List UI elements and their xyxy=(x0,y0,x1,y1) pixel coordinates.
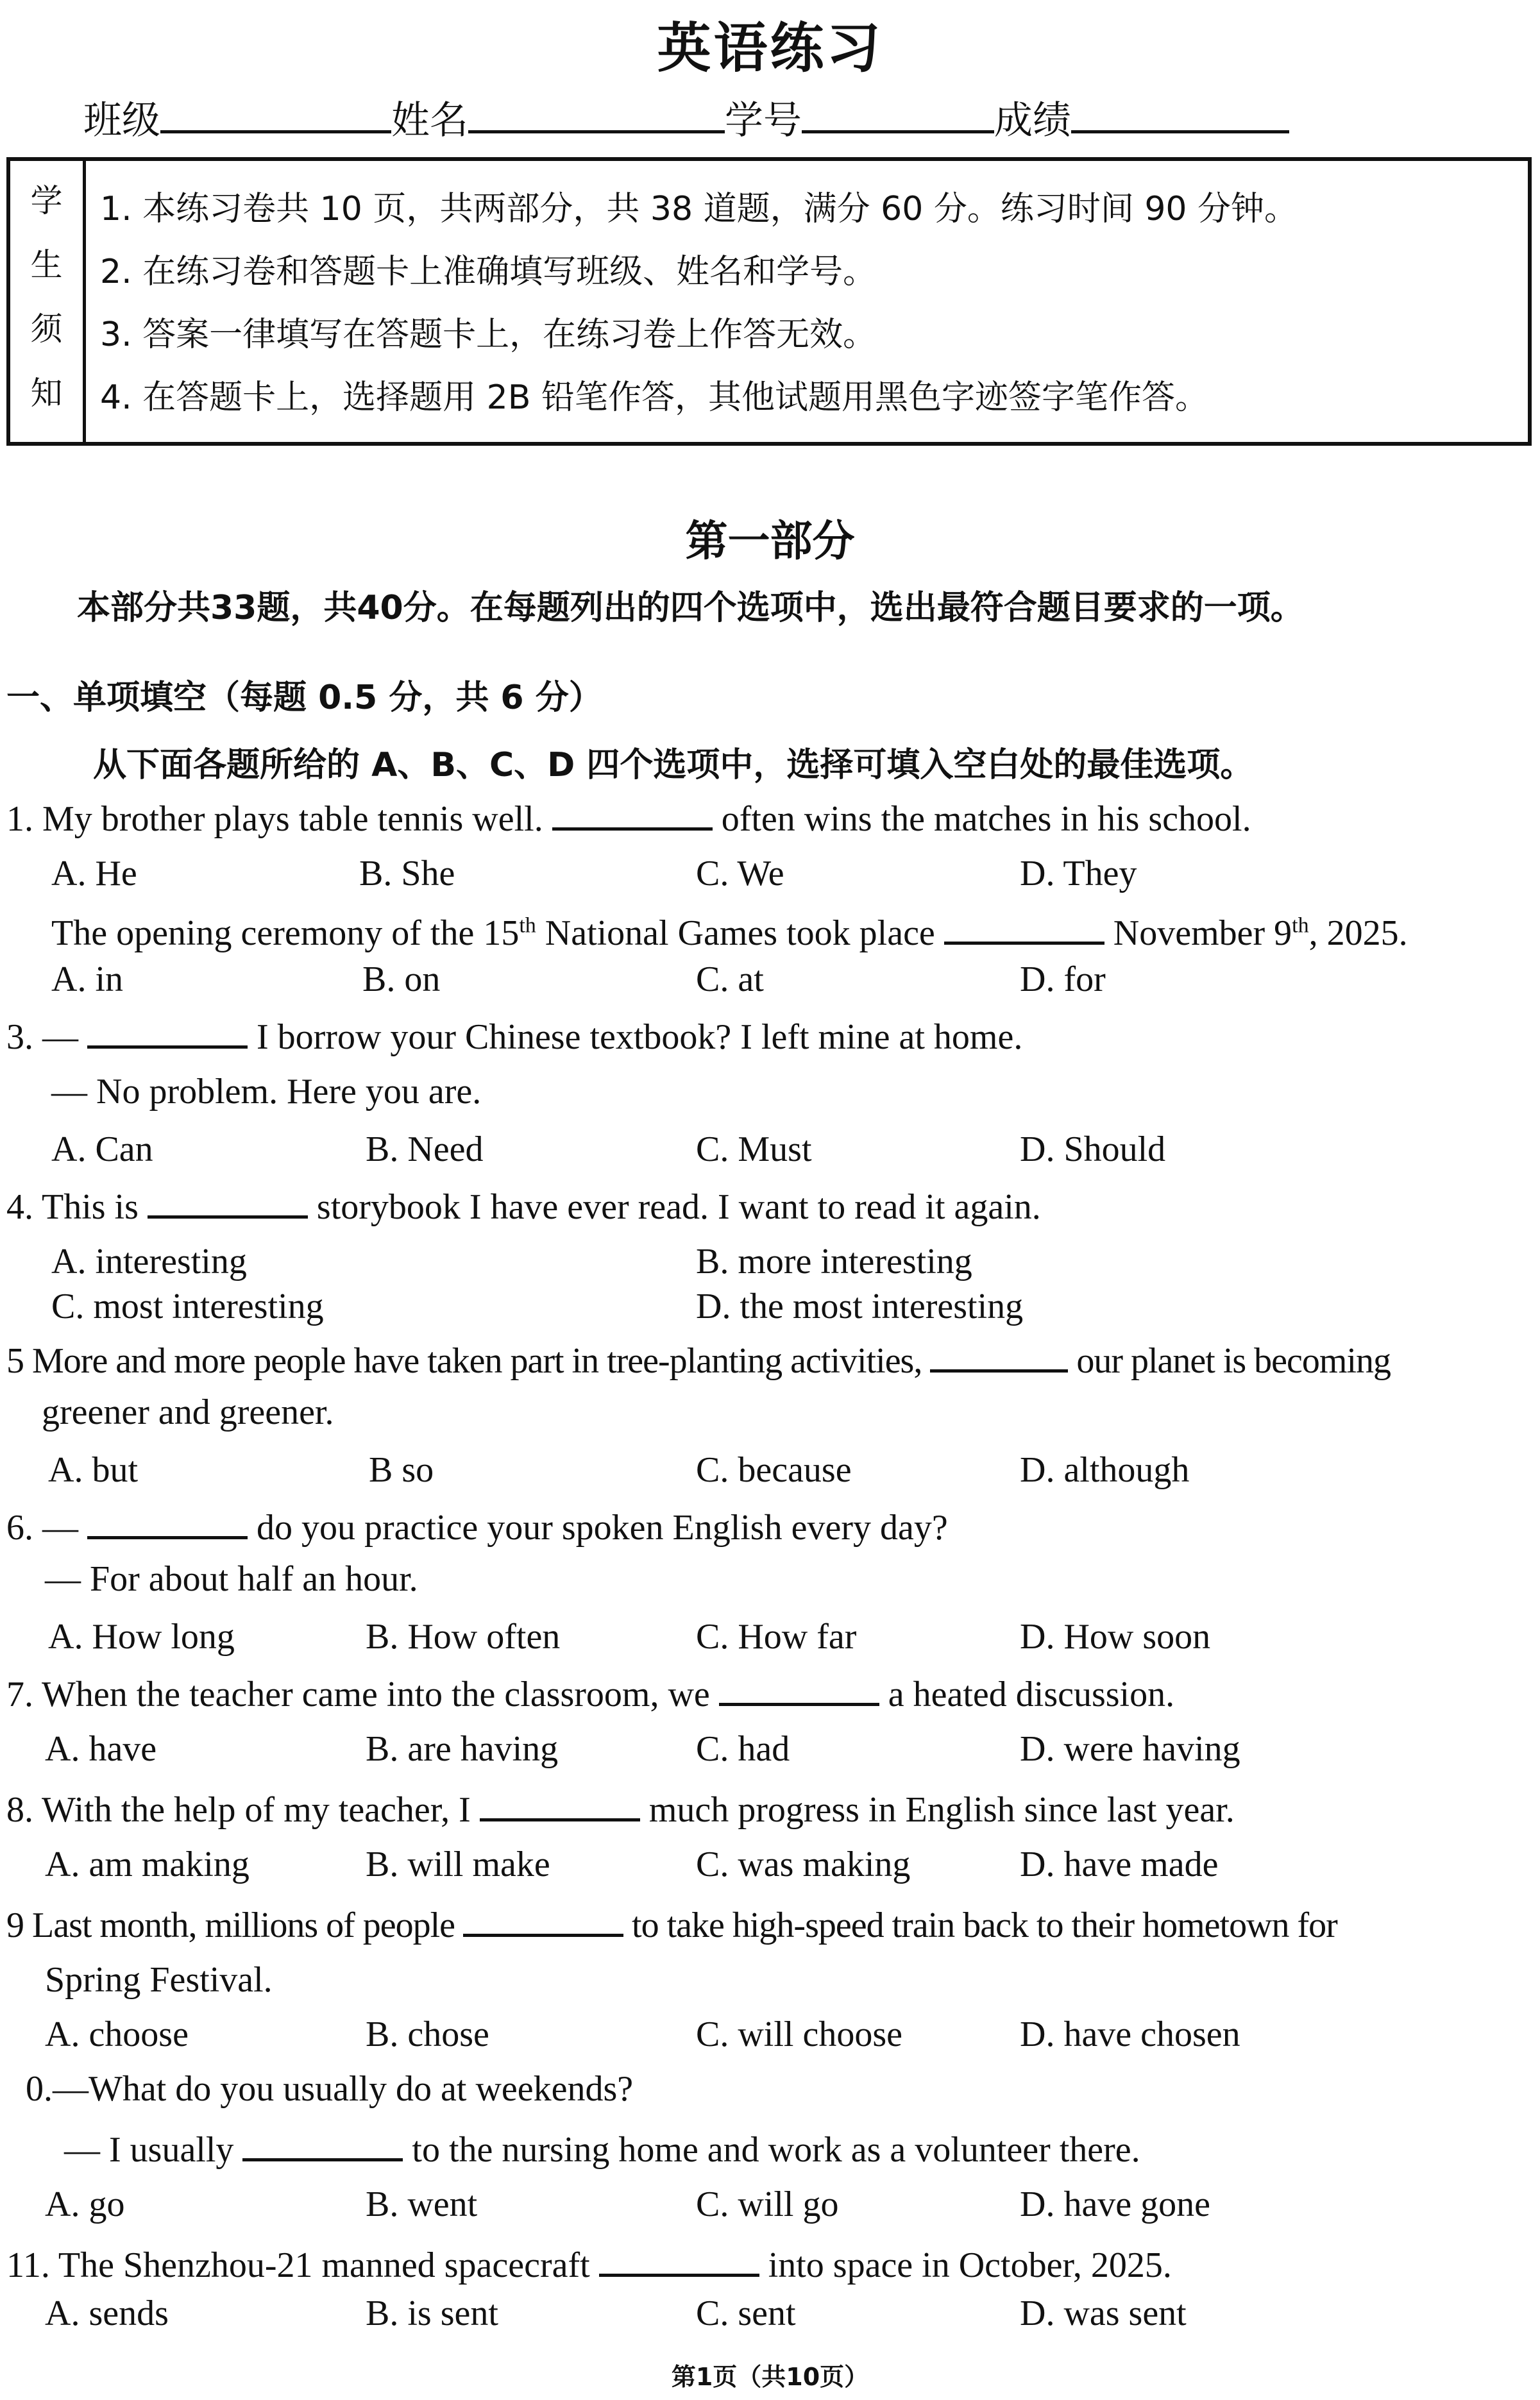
question-number: 8. xyxy=(6,1790,33,1830)
question-number: 7. xyxy=(6,1675,33,1714)
notice-heading-char: 学 xyxy=(30,182,63,219)
notice-item: 4. 在答题卡上，选择题用 2B 铅笔作答，其他试题用黑色字迹签字笔作答。 xyxy=(100,378,1208,417)
question-text: to the nursing home and work as a volunteer there. xyxy=(403,2130,1140,2170)
option-d: D. have made xyxy=(1020,1845,1219,1884)
student-id-field[interactable] xyxy=(802,92,994,133)
student-info-row xyxy=(83,90,1289,145)
answer-blank xyxy=(87,1013,248,1049)
question-9 xyxy=(6,1902,1337,1946)
option-c: C. at xyxy=(696,959,764,999)
question-text: The Shenzhou-21 manned spacecraft xyxy=(58,2245,599,2285)
question-text: With the help of my teacher, I xyxy=(42,1790,480,1830)
question-text: — xyxy=(42,1017,87,1057)
question-text: This is xyxy=(42,1187,148,1227)
question-text: Last month, millions of people xyxy=(32,1906,464,1945)
question-number: 4. xyxy=(6,1187,33,1227)
part-description: 本部分共33题，共40分。在每题列出的四个选项中，选出最符合题目要求的一项。 xyxy=(77,589,1304,627)
question-text: The opening ceremony of the 15 xyxy=(51,913,520,953)
option-d: D. have gone xyxy=(1020,2185,1211,2224)
dialogue-reply: — No problem. Here you are. xyxy=(51,1072,482,1111)
option-a: A. interesting xyxy=(51,1242,247,1281)
question-text: — xyxy=(42,1508,87,1548)
question-text: into space in October, 2025. xyxy=(759,2245,1172,2285)
question-continuation: Spring Festival. xyxy=(45,1960,273,2000)
option-b: B so xyxy=(369,1450,434,1490)
question-text: storybook I have ever read. I want to read it again. xyxy=(307,1187,1041,1227)
page-number: 第1页（共10页） xyxy=(671,2363,869,2391)
answer-blank xyxy=(480,1786,640,1821)
option-a: A. am making xyxy=(45,1845,250,1884)
question-7 xyxy=(6,1671,1174,1715)
option-d: D. have chosen xyxy=(1020,2015,1240,2054)
answer-blank xyxy=(242,2126,403,2161)
option-a: A. Can xyxy=(51,1129,153,1169)
question-text: often wins the matches in his school. xyxy=(712,799,1251,839)
question-text: My brother plays table tennis well. xyxy=(42,799,552,839)
question-text: to take high-speed train back to their hometown for xyxy=(623,1906,1337,1945)
name-field[interactable] xyxy=(468,92,725,133)
option-b: B. are having xyxy=(366,1729,559,1769)
question-5 xyxy=(6,1337,1391,1382)
option-a: A. He xyxy=(51,854,137,893)
score-label: 成绩 xyxy=(994,98,1071,143)
option-b: B. more interesting xyxy=(696,1242,972,1281)
question-text: a heated discussion. xyxy=(879,1675,1175,1714)
notice-item: 2. 在练习卷和答题卡上准确填写班级、姓名和学号。 xyxy=(100,253,877,291)
dialogue-reply: — For about half an hour. xyxy=(45,1559,418,1599)
option-d: D. were having xyxy=(1020,1729,1240,1769)
question-number: 9 xyxy=(6,1906,24,1945)
question-text: More and more people have taken part in tree-planting activities, xyxy=(32,1341,931,1381)
notice-heading-char: 知 xyxy=(30,375,63,412)
option-b: B. She xyxy=(359,854,455,893)
question-text: our planet is becoming xyxy=(1068,1341,1391,1381)
question-10 xyxy=(26,2068,633,2109)
option-a: A. have xyxy=(45,1729,157,1769)
question-4 xyxy=(6,1183,1041,1228)
question-text: —What do you usually do at weekends? xyxy=(53,2069,634,2109)
option-c: C. sent xyxy=(696,2294,796,2333)
question-number: 1. xyxy=(6,799,33,839)
class-label: 班级 xyxy=(83,98,160,143)
option-d: D. Should xyxy=(1020,1129,1166,1169)
question-number: 6. xyxy=(6,1508,33,1548)
option-a: A. go xyxy=(45,2185,125,2224)
superscript: th xyxy=(519,913,536,938)
question-1 xyxy=(6,795,1251,840)
answer-blank xyxy=(944,909,1104,945)
option-c: C. had xyxy=(696,1729,790,1769)
option-b: B. on xyxy=(362,959,441,999)
answer-blank xyxy=(148,1183,308,1219)
option-c: C. How far xyxy=(696,1617,857,1657)
answer-blank xyxy=(87,1504,248,1539)
option-d: D. for xyxy=(1020,959,1106,999)
option-a: A. in xyxy=(51,959,123,999)
option-b: B. Need xyxy=(366,1129,484,1169)
question-number: 3. xyxy=(6,1017,33,1057)
score-field[interactable] xyxy=(1071,92,1289,133)
option-b: B. will make xyxy=(366,1845,550,1884)
answer-blank xyxy=(463,1902,623,1937)
question-text: much progress in English since last year. xyxy=(639,1790,1235,1830)
class-field[interactable] xyxy=(160,92,391,133)
option-c: C. was making xyxy=(696,1845,911,1884)
question-text: do you practice your spoken English every day? xyxy=(248,1508,948,1548)
student-id-label: 学号 xyxy=(725,98,802,143)
student-notice-box xyxy=(6,157,1532,446)
question-number: 5 xyxy=(6,1341,24,1381)
answer-blank xyxy=(599,2242,759,2277)
option-d: D. was sent xyxy=(1020,2294,1187,2333)
option-c: C. Must xyxy=(696,1129,812,1169)
option-c: C. most interesting xyxy=(51,1287,324,1326)
notice-heading xyxy=(10,161,86,442)
option-a: A. How long xyxy=(48,1617,235,1657)
page-title: 英语练习 xyxy=(657,17,883,80)
option-d: D. How soon xyxy=(1020,1617,1211,1657)
option-c: C. We xyxy=(696,854,784,893)
option-b: B. went xyxy=(366,2185,478,2224)
question-text: I borrow your Chinese textbook? I left mine at home. xyxy=(248,1017,1023,1057)
option-d: D. the most interesting xyxy=(696,1287,1024,1326)
option-a: A. choose xyxy=(45,2015,189,2054)
question-text: November 9 xyxy=(1104,913,1292,953)
part-title: 第一部分 xyxy=(685,516,855,566)
answer-blank xyxy=(719,1671,879,1706)
option-a: A. but xyxy=(48,1450,138,1490)
question-number: 11. xyxy=(6,2245,50,2285)
notice-item: 1. 本练习卷共 10 页，共两部分，共 38 道题，满分 60 分。练习时间 90 分钟。 xyxy=(100,190,1298,228)
question-8 xyxy=(6,1786,1235,1830)
notice-item: 3. 答案一律填写在答题卡上，在练习卷上作答无效。 xyxy=(100,316,877,354)
question-number: 0. xyxy=(26,2069,53,2109)
question-11 xyxy=(6,2242,1172,2286)
question-2 xyxy=(51,909,1408,954)
question-3 xyxy=(6,1013,1022,1058)
option-a: A. sends xyxy=(45,2294,169,2333)
question-6 xyxy=(6,1504,948,1548)
name-label: 姓名 xyxy=(391,98,468,143)
question-text: National Games took place xyxy=(536,913,944,953)
notice-heading-char: 生 xyxy=(30,246,63,283)
notice-heading-char: 须 xyxy=(30,310,63,348)
option-b: B. is sent xyxy=(366,2294,498,2333)
question-text: When the teacher came into the classroom, we xyxy=(42,1675,719,1714)
section-title: 一、单项填空（每题 0.5 分，共 6 分） xyxy=(6,679,602,717)
superscript: th xyxy=(1292,913,1309,938)
dialogue-reply xyxy=(64,2126,1140,2170)
question-text: , 2025. xyxy=(1308,913,1408,953)
question-text: — I usually xyxy=(64,2130,243,2170)
option-d: D. although xyxy=(1020,1450,1190,1490)
answer-blank xyxy=(930,1337,1068,1373)
option-b: B. chose xyxy=(366,2015,489,2054)
option-c: C. will choose xyxy=(696,2015,902,2054)
option-c: C. will go xyxy=(696,2185,839,2224)
option-c: C. because xyxy=(696,1450,852,1490)
option-d: D. They xyxy=(1020,854,1137,893)
option-b: B. How often xyxy=(366,1617,561,1657)
question-continuation: greener and greener. xyxy=(42,1392,334,1432)
section-instruction: 从下面各题所给的 A、B、C、D 四个选项中，选择可填入空白处的最佳选项。 xyxy=(93,746,1254,784)
answer-blank xyxy=(552,795,713,831)
